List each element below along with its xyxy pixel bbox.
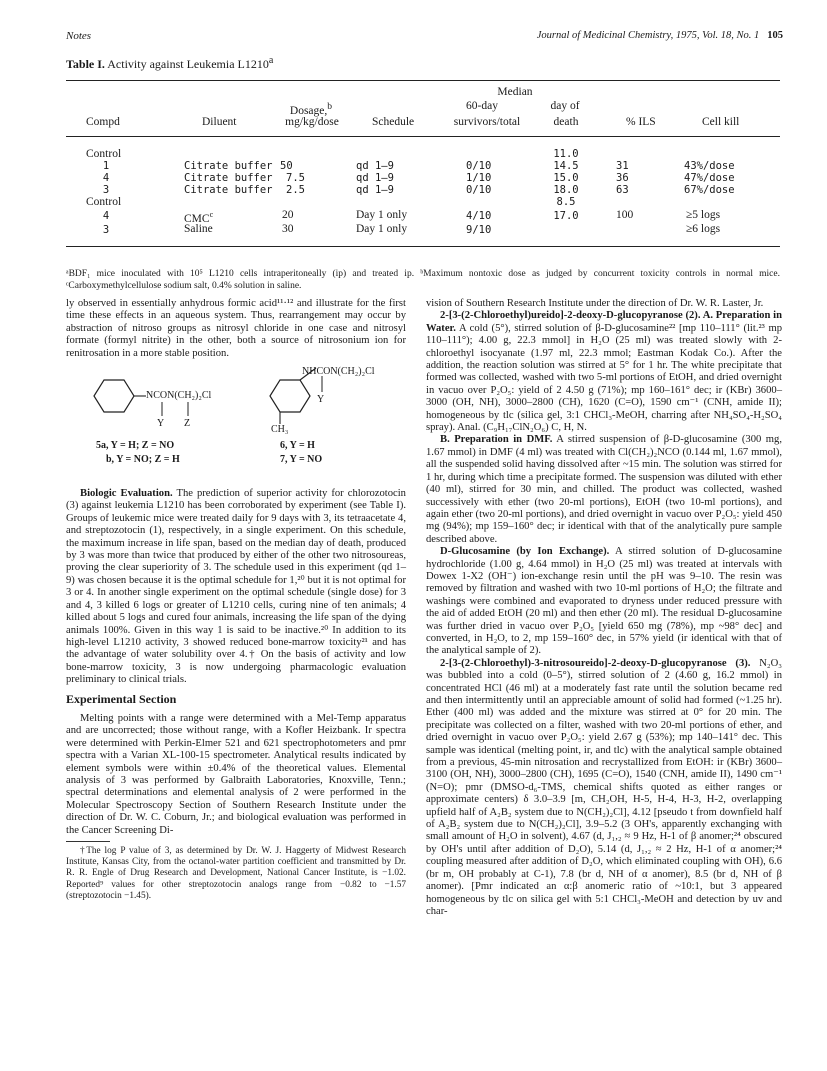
cell-ils: 63 [616,184,629,196]
cell-compd: 3 [102,184,110,196]
cell-compd: Control [86,196,122,208]
cell-survivors: 0/10 [466,160,492,172]
procedure-heading: D-Glucosamine (by Ion Exchange). [440,546,610,558]
cell-diluent: Citrate buffer [184,184,273,196]
cell-cell-kill: ≥5 logs [686,209,721,221]
cell-schedule: Day 1 only [356,223,408,235]
cell-survivors: 9/10 [466,224,492,236]
paragraph: vision of Southern Research Institute under the direction of Dr. W. R. Laster, Jr. [426,298,764,309]
table-label: Table I. [66,57,105,71]
cell-median: 15.0 [553,172,579,184]
cell-schedule: qd 1–9 [356,160,394,172]
running-header-left: Notes [66,30,92,42]
journal-citation: Journal of Medicinal Chemistry, 1975, Vol. 18, No. 1 [536,30,760,41]
structure-7-label: 7, Y = NO [280,454,323,466]
cell-cell-kill: 43%/dose [684,160,735,172]
structure-6-y: Y [317,394,325,406]
cell-schedule: Day 1 only [356,209,408,221]
paragraph: ly observed in essentially anhydrous formic acid¹¹·¹² and illustrate for the first time these effects in an aqueous system. Thus, rearrangement may occur by abstraction of nitroso groups as nitrosyl chloride in one case and nitrosyl formate (formyl nitrite) in the other, both a source of nitrosonium ion for renitrosation in a more stable position. [66,298,406,359]
structure-5-z: Z [184,418,191,430]
structure-5-y: Y [157,418,165,430]
paragraph: B. Preparation in DMF. A stirred suspension of β-D-glucosamine (300 mg, 1.67 mmol) in DMF (4 ml) was treated with Cl(CH₂)₂NCO (0.144 ml, 1.67 mmol), all the suspended solid having dissolved after ~15 min. The solution was stirred for 1 hr, during which time a precipitate formed. The suspension was diluted with ether (40 ml), stirred for 30 min, and chilled. The product was collected, washed successively with ether (two 20-ml portions), EtOH (two 10-ml portions), and again ether (two 20-ml portions), and dried overnight in vacuo over P₂O₅: yield 450 mg (94%); mp 159–160° dec; ir identical with that of the analytically pure sample described above. [426,434,782,545]
structure-5b-label: b, Y = NO; Z = H [106,454,180,466]
cell-compd: 4 [102,210,110,222]
header-dosage: Dosage,$^b$ [289,101,333,117]
table-title-footnote-mark: a [268,55,274,66]
structure-5a-label: 5a, Y = H; Z = NO [96,440,175,452]
structure-6-methyl: CH₃ [271,424,289,436]
cell-median: 17.0 [553,210,579,222]
section-heading-experimental: Experimental Section [66,691,177,706]
procedure-heading: 2-[3-(2-Chloroethyl)ureido]-2-deoxy-D-glucopyranose (2). A. Preparation in Water. [426,310,782,334]
paragraph: 2-[3-(2-Chloroethyl)-3-nitrosoureido]-2-deoxy-D-glucopyranose (3). N₂O₃ was bubbled into a cold (0–5°), stirred solution of 2 (4.60 g, 16.2 mmol) in concentrated HCl (46 ml) at a moderately fast rate until the solution became red and then intermittently until an appreciable amount of solid had formed (~1.25 hr). Ether (400 ml) was added and the mixture was stirred at 0° for 20 min. The precipitate was collected on a filter, washed with two 20-ml portions of ether, and dried overnight in vacuo over P₂O₅: yield 2.67 g (53%); mp 140–141° dec. This sample was identical (melting point, ir, and tlc) with the analytical sample obtained from a previous, 45-min nitrosation and recrystallized from EtOH: ir (KBr) 3600–3100 (OH, NH), 3000–2800 (CH), 1695 (C=O), 1540 (CNH, amide II), 1490 cm⁻¹ (N=O); pmr (DMSO-d₆-TMS, chemical shifts quoted as either ranges or approximate centers) δ 3.0–3.9 [m, CH₂OH, H-5, H-4, H-3, H-2, overlapping upfield half of A₂B₂ system due to N(CH₂)₂Cl], 4.12 [pseudo t from downfield half of A₂B₂ system due to N(CH₂)₂Cl], 3.9–5.2 (3 OH's, apparently exchanging with small amount of H₂O in solvent), 4.67 (d, J₁,₂ ≈ 9 Hz, H-1 of β anomer;²⁴ obscured by OH's until after addition of D₂O), 5.14 (d, J₁,₂ ≈ 2 Hz, H-1 of α anomer;²⁴ coupling measured after addition of D₂O, which eliminated coupling with OH), 6.6 (br m, OH probably at C-1), 7.8 (br d, NH of α anomer), 8.5 (br d, NH of β anomer). [Pmr indicated an α:β anomeric ratio of ~10:1, but 3 appeared homogeneous by tlc on silica gel with 5:1 CHCl₃-MeOH and detection by uv and char- [426,657,782,917]
cell-diluent: Citrate buffer [184,160,273,172]
cell-schedule: qd 1–9 [356,184,394,196]
cell-dosage: 7.5 [286,172,305,184]
section-heading-biologic: Biologic Evaluation. [80,488,173,500]
footnote-separator [66,841,110,842]
paragraph: Melting points with a range were determined with a Mel-Temp apparatus and are uncorrected; those without range, with a Kofler Heizbank. Ir spectra were determined with Perkin-Elmer 521 and 621 spectrophotometers and pmr spectra with a Varian XL-100-15 spectrometer. Analytical results indicated by element symbols were within ±0.4% of the theoretical values. Elemental analysis of 3 was performed by Galbraith Laboratories, Knoxville, Tenn.; spectral determinations and elemental analysis of 2 were performed in the Molecular Spectroscopy Section of Southern Research Institute under the direction of Dr. W. C. Coburn, Jr.; and biological evaluation was performed in the Cancer Screening Di- [66,712,406,836]
table-bottom-rule [66,246,780,247]
footnote: †The log P value of 3, as determined by Dr. W. J. Haggerty of Midwest Research Institute, Kansas City, from the octanol-water partition coefficient and transmitted by Dr. R. R. Engle of Drug Research and Development, National Cancer Institute, is −1.02. Reported⁹ values for other streptozotocin analogs range from −0.82 to −1.57 (streptozotocin −1.45). [66,846,406,901]
header-compd: Compd [86,116,120,128]
table-title [66,55,273,72]
cell-dosage: 20 [282,209,294,221]
header-dosage-units: mg/kg/dose [285,116,339,128]
header-diluent: Diluent [202,116,237,128]
cell-compd: 4 [102,172,110,184]
cell-schedule: qd 1–9 [356,172,394,184]
structure-6-substituent: NHCON(CH₂)₂Cl [302,366,375,378]
procedure-heading: B. Preparation in DMF. [440,434,553,446]
cell-compd: Control [86,148,122,160]
header-ils: % ILS [626,116,656,128]
procedure-heading: 2-[3-(2-Chloroethyl)-3-nitrosoureido]-2-deoxy-D-glucopyranose (3). [440,657,751,669]
paragraph: D-Glucosamine (by Ion Exchange). A stirred solution of D-glucosamine hydrochloride (1.00 g, 4.64 mmol) in H₂O (25 ml) was treated at intervals with Dowex 1-X2 (OH⁻) ion-exchange resin until the pH was 9–10. The resin was removed by filtration and washed with two 10-ml portions of H₂O; the filtrate and washings were combined and evaporated to dryness under reduced pressure with the aid of added EtOH (20 ml) and then ether (20 ml). The residual D-glucosamine was further dried in vacuo over P₂O₅ [yield 650 mg (78%), mp ~98° dec] and converted, in H₂O, to 2, mp 159–160° dec, in 57% yield (ir identical with that of the analytical sample of 2). [426,546,782,657]
header-median-1: Median [497,86,533,98]
cell-dosage: 30 [282,223,294,235]
cell-cell-kill: 67%/dose [684,184,735,196]
structure-6-label: 6, Y = H [280,440,315,452]
header-median-3: death [553,116,579,128]
page-number: 105 [767,30,783,41]
header-schedule: Schedule [372,116,415,128]
structure-5-substituent: NCON(CH₂)₂Cl [146,390,212,402]
cell-diluent: CMC$^c$ [184,210,214,225]
running-header-right [537,30,783,41]
table-top-rule [66,80,780,81]
table-header-rule [66,136,780,137]
header-cell-kill: Cell kill [702,116,740,128]
cell-compd: 1 [102,160,110,172]
cell-ils: 31 [616,160,629,172]
cell-survivors: 4/10 [466,210,492,222]
table-footnote: ᵃBDF₁ mice inoculated with 10⁵ L1210 cells intraperitoneally (ip) and treated ip. ᵇMaximum nontoxic dose as judged by concurrent toxicity controls in normal mice. ᶜCarboxymethylcellulose sodium salt, 0.4% solution in saline. [66,269,780,291]
header-survivors-total: survivors/total [453,116,521,128]
cell-median: 14.5 [553,160,579,172]
header-survivors: 60-day [466,100,498,112]
chemical-structures [66,366,406,478]
header-median-2: day of [550,100,580,112]
paragraph: Biologic Evaluation. The prediction of superior activity for chlorozotocin (3) against leukemia L1210 has been corroborated by experiment (see Table I). Groups of leukemic mice were treated daily for 9 days with 3, its tetraacetate 4, and streptozotocin (1), respectively, in a single experiment. On this schedule, the maximum increase in life span, based on the median day of death, produced by 3 was more than twice that produced by either of the other two nitrosoureas, proving the clear superiority of 3. The schedule used in this experiment (qd 1–9) was chosen because it is the optimal schedule for 1,²⁰ but it is not optimal for 3 or 4. In another single experiment on the optimal schedule (single dose) for 3 and 4, 3 killed 6 logs or greater of L1210 cells, curing nine of ten animals; 4 killed about 5 logs and cured four animals, increasing the life span of the dying animals 100%. Given in this way 1 is said to be inactive.²⁰ In addition to its high-level L1210 activity, 3 showed reduced bone-marrow toxicity²¹ and has the advantage of water solubility over 4.† On the basis of activity and low bone-marrow toxicity, 3 is now undergoing pharmacologic evaluation preliminary to clinical trials. [66,488,406,686]
cell-median: 11.0 [553,148,579,160]
activity-table [66,80,780,250]
cell-diluent: Citrate buffer [184,172,273,184]
cell-median: 18.0 [553,184,579,196]
cell-dosage: 2.5 [286,184,305,196]
cell-ils: 100 [616,209,634,221]
cell-median: 8.5 [556,196,576,208]
paragraph: 2-[3-(2-Chloroethyl)ureido]-2-deoxy-D-glucopyranose (2). A. Preparation in Water. A cold (5°), stirred solution of β-D-glucosamine²² [mp 110–111° (lit.²³ mp 110–111°); 4.00 g, 22.3 mmol] in H₂O (25 ml) was treated slowly with 2-chloroethyl isocyanate (1.97 ml, 22.3 mmol; Eastman Kodak Co.). After the addition, the reaction solution was stirred at 5° for 1 hr. The white precipitate that formed was collected, washed with two 5-ml portions of EtOH, and dried overnight in vacuo over P₂O₅: yield of 2 4.50 g (71%); mp 160–161° dec; ir (KBr) 3600–3000 (OH, NH), 3000–2800 (CH), 1620 (C=O), 1590 cm⁻¹ (CNH, amide II); homogeneous by tlc (silica gel, 3:1 CHCl₃-MeOH, charring after NH₄SO₄-H₂SO₄ spray). Anal. (C₉H₁₇ClN₂O₆) C, H, N. [426,310,782,434]
table-caption: Activity against Leukemia L1210 [107,57,269,71]
cell-survivors: 1/10 [466,172,492,184]
cell-diluent: Saline [184,223,213,235]
cell-cell-kill: 47%/dose [684,172,735,184]
cell-compd: 3 [102,224,110,236]
right-column [426,298,782,918]
left-column [66,298,406,902]
cell-survivors: 0/10 [466,184,492,196]
cell-ils: 36 [616,172,629,184]
cell-cell-kill: ≥6 logs [686,223,721,235]
cell-dosage: 50 [280,160,293,172]
